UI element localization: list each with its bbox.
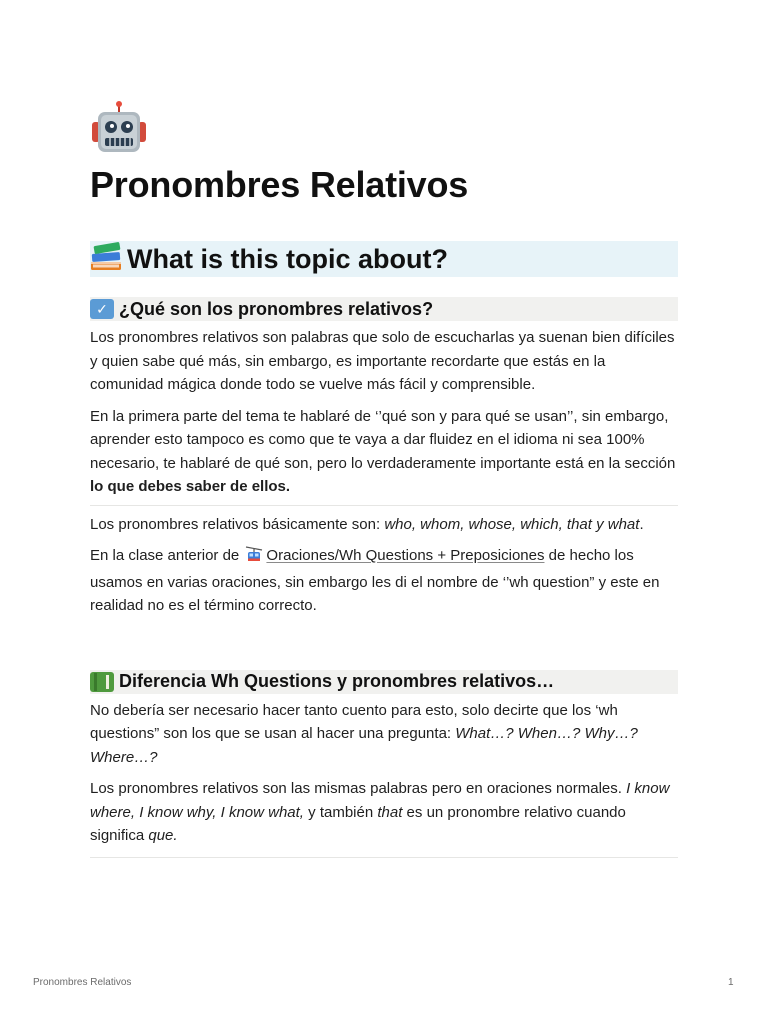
paragraph-relativos-mid2: es un pronombre relativo cuando significa [90, 803, 626, 844]
section-heading-topic [90, 241, 678, 277]
paragraph-clase-anterior-start: En la clase anterior de [90, 547, 244, 564]
content-flow [90, 241, 678, 858]
footer-doc-name: Pronombres Relativos [33, 977, 132, 988]
paragraph-wh-questions [90, 699, 678, 770]
paragraph-list-pronouns-text: Los pronombres relativos básicamente son: [90, 515, 385, 533]
wh-questions-examples: What…? When…? Why…? Where…? [90, 725, 638, 766]
link-oraciones-wh-questions[interactable]: Oraciones/Wh Questions + Preposiciones [266, 547, 545, 564]
paragraph-clase-anterior [90, 544, 678, 618]
green-book-icon [90, 672, 114, 692]
that-word: that [377, 803, 403, 821]
books-icon [89, 240, 127, 279]
paragraph-relativos-mid: y también [303, 803, 378, 821]
paragraph-intro: Los pronombres relativos son palabras que solo de escucharlas ya suenan bien difíciles y quien sabe qué más, sin embargo, es importante recordarte que estás en la comunidad mágica donde todo se vuelve más fácil y comprensible. [90, 329, 675, 393]
paragraph-primera-parte-text: En la primera parte del tema te hablaré de ‘’qué son y para qué se usan’’, sin embargo, aprender esto tampoco es como que te vaya a dar fluidez en el idioma ni sea 100% necesario, te hablaré de qué son, pero lo verdaderamente importante está en la sección [90, 407, 676, 472]
paragraph-list-pronouns-end: . [639, 515, 644, 533]
subsection-heading-diferencia-text: Diferencia Wh Questions y pronombres relativos… [119, 671, 555, 691]
subsection-heading-que-son-text: ¿Qué son los pronombres relativos? [119, 298, 434, 319]
pronoun-list: who, whom, whose, which, that y what [384, 515, 640, 533]
relative-examples: I know where, I know why, I know what, [90, 780, 670, 821]
paragraph-primera-parte [90, 405, 678, 499]
paragraph-relativos-normales [90, 777, 678, 848]
paragraph-list-pronouns [90, 513, 678, 537]
aerial-tramway-icon [245, 545, 263, 571]
section-reference-bold: lo que debes saber de ellos. [90, 478, 291, 495]
subsection-heading-diferencia [90, 670, 678, 694]
check-box-icon: ✓ [90, 299, 114, 319]
que-word: que. [148, 827, 178, 844]
divider [90, 505, 678, 506]
section-heading-topic-text: What is this topic about? [127, 243, 448, 274]
subsection-heading-que-son [90, 297, 678, 321]
robot-icon [90, 98, 148, 156]
divider-bottom [90, 857, 678, 858]
footer-page-number: 1 [728, 977, 734, 988]
paragraph-clase-anterior-end: de hecho los usamos en varias oraciones, sin embargo les di el nombre de ‘’wh question” y este en realidad no es el término correcto. [90, 547, 660, 614]
page-title: Pronombres Relativos [90, 164, 469, 205]
paragraph-relativos-normales-text: Los pronombres relativos son las mismas palabras pero en oraciones normales. [90, 780, 627, 797]
paragraph-wh-questions-text: No debería ser necesario hacer tanto cuento para esto, solo decirte que los ‘wh questions” son los que se usan al hacer una pregunta: [90, 701, 618, 742]
